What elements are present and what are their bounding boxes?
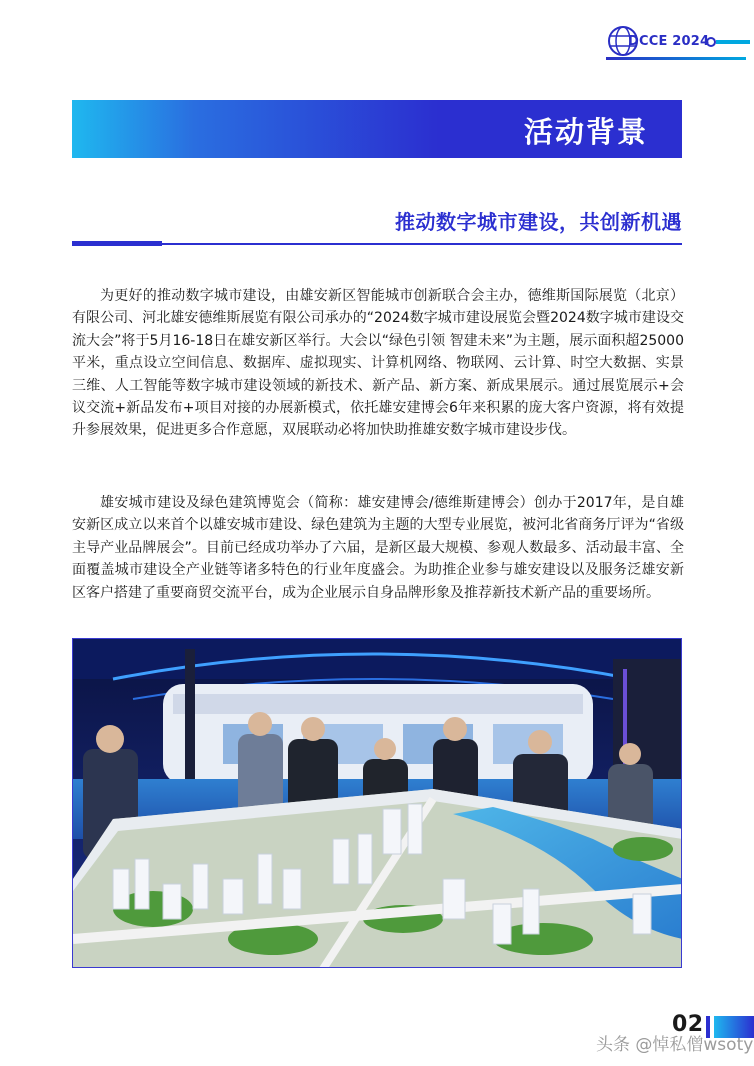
banner-title: 活动背景 <box>523 115 648 149</box>
body-paragraph-2: 雄安城市建设及绿色建筑博览会（简称：雄安建博会/德维斯建博会）创办于2017年，是自雄安新区成立以来首个以雄安城市建设、绿色建筑为主题的大型专业展览，被河北省商务厅评为“省级主导产业品牌展会”。目前已经成功举办了六届，是新区最大规模、参观人数最多、活动最丰富、全面覆盖城市建设全产业链等诸多特色的行业年度盛会。为助推企业参与雄安建设以及服务泛雄安新区客户搭建了重要商贸交流平台，成为企业展示自身品牌形象及推荐新技术新产品的重要场所。 <box>72 495 684 601</box>
logo-underline <box>606 57 746 60</box>
section-banner <box>72 100 682 158</box>
dcce-logo <box>606 24 746 62</box>
body-paragraph-1: 为更好的推动数字城市建设，由雄安新区智能城市创新联合会主办，德维斯国际展览（北京）有限公司、河北雄安德维斯展览有限公司承办的“2024数字城市建设展览会暨2024数字城市建设交流大会”将于5月16-18日在雄安新区举行。大会以“绿色引领 智建未来”为主题，展示面积超25000平米，重点设立空间信息、数据库、虚拟现实、计算机网络、物联网、云计算、时空大数据、实景三维、人工智能等数字城市建设领域的新技术、新产品、新方案、新成果展示。通过展览展示+会议交流+新品发布+项目对接的办展新模式，依托雄安建博会6年来积累的庞大客户资源，将有效提升参展效果，促进更多合作意愿，双展联动必将加快助推雄安数字城市建设步伐。 <box>72 288 684 439</box>
logo-text: DCCE 2024 <box>628 34 710 49</box>
page-number: 02 <box>672 1012 704 1037</box>
logo-bar-ornament <box>716 40 750 44</box>
exhibition-photo-illustration <box>73 639 682 968</box>
section-subtitle: 推动数字城市建设，共创新机遇 <box>395 210 682 234</box>
subtitle-divider-accent <box>72 241 162 246</box>
exhibition-photo <box>72 638 682 968</box>
subtitle-divider <box>72 243 682 245</box>
logo-circle-ornament <box>706 37 716 47</box>
watermark-text: 头条 @悼私僧wsoty <box>596 1035 754 1055</box>
